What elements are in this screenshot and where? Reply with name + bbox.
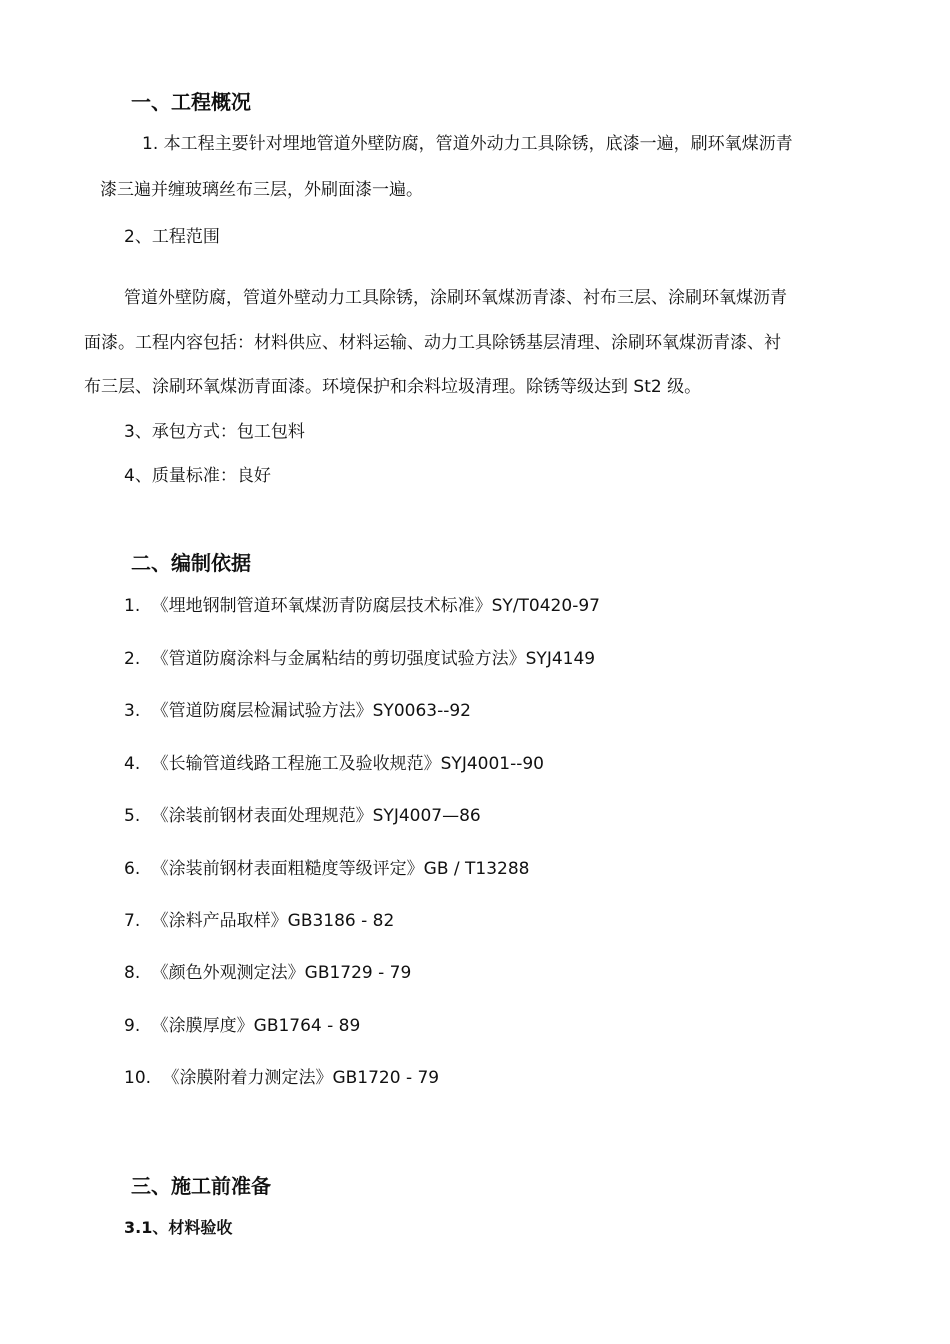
section1-heading: 一、工程概况 [131,90,251,114]
ref-number: 10. [124,1068,152,1088]
ref-text: 《埋地钢制管道环氧煤沥青防腐层技术标准》SY/T0420-97 [151,596,600,616]
section1-item4: 4、质量标准：良好 [124,466,271,486]
ref-text: 《管道防腐层检漏试验方法》SY0063--92 [151,701,471,721]
ref-text: 《涂膜厚度》GB1764 - 89 [151,1016,361,1036]
section1-item1-line2: 漆三遍并缠玻璃丝布三层，外刷面漆一遍。 [100,180,423,200]
ref-number: 2. [124,649,141,669]
ref-text: 《涂装前钢材表面处理规范》SYJ4007—86 [151,806,481,826]
ref-number: 5. [124,806,141,826]
section2-heading: 二、编制依据 [131,551,251,575]
ref-text: 《管道防腐涂料与金属粘结的剪切强度试验方法》SYJ4149 [151,649,596,669]
ref-number: 6. [124,859,141,879]
ref-item [124,801,481,826]
ref-item [124,1063,439,1088]
section3-subheading: 3.1、材料验收 [124,1218,233,1237]
section1-item1-line1: 1. 本工程主要针对埋地管道外壁防腐，管道外动力工具除锈，底漆一遍，刷环氧煤沥青 [142,134,793,154]
ref-text: 《涂装前钢材表面粗糙度等级评定》GB / T13288 [151,859,530,879]
ref-number: 7. [124,911,141,931]
ref-number: 8. [124,963,141,983]
ref-text: 《颜色外观测定法》GB1729 - 79 [151,963,412,983]
ref-number: 1. [124,596,141,616]
ref-item [124,958,411,983]
ref-item [124,906,394,931]
ref-text: 《涂料产品取样》GB3186 - 82 [151,911,395,931]
ref-number: 9. [124,1016,141,1036]
ref-text: 《长输管道线路工程施工及验收规范》SYJ4001--90 [151,754,544,774]
ref-item [124,591,600,616]
ref-text: 《涂膜附着力测定法》GB1720 - 79 [162,1068,440,1088]
scope-line1: 管道外壁防腐，管道外壁动力工具除锈，涂刷环氧煤沥青漆、衬布三层、涂刷环氧煤沥青 [124,288,787,308]
ref-number: 4. [124,754,141,774]
section1-item3: 3、承包方式：包工包料 [124,422,305,442]
section3-heading: 三、施工前准备 [131,1174,271,1198]
ref-item [124,696,471,721]
ref-item [124,1011,360,1036]
ref-number: 3. [124,701,141,721]
ref-item [124,644,595,669]
section1-item2: 2、工程范围 [124,227,220,247]
scope-line3: 布三层、涂刷环氧煤沥青面漆。环境保护和余料垃圾清理。除锈等级达到 St2 级。 [84,377,702,397]
scope-line2: 面漆。工程内容包括：材料供应、材料运输、动力工具除锈基层清理、涂刷环氧煤沥青漆、衬 [84,333,781,353]
ref-item [124,854,529,879]
ref-item [124,749,544,774]
